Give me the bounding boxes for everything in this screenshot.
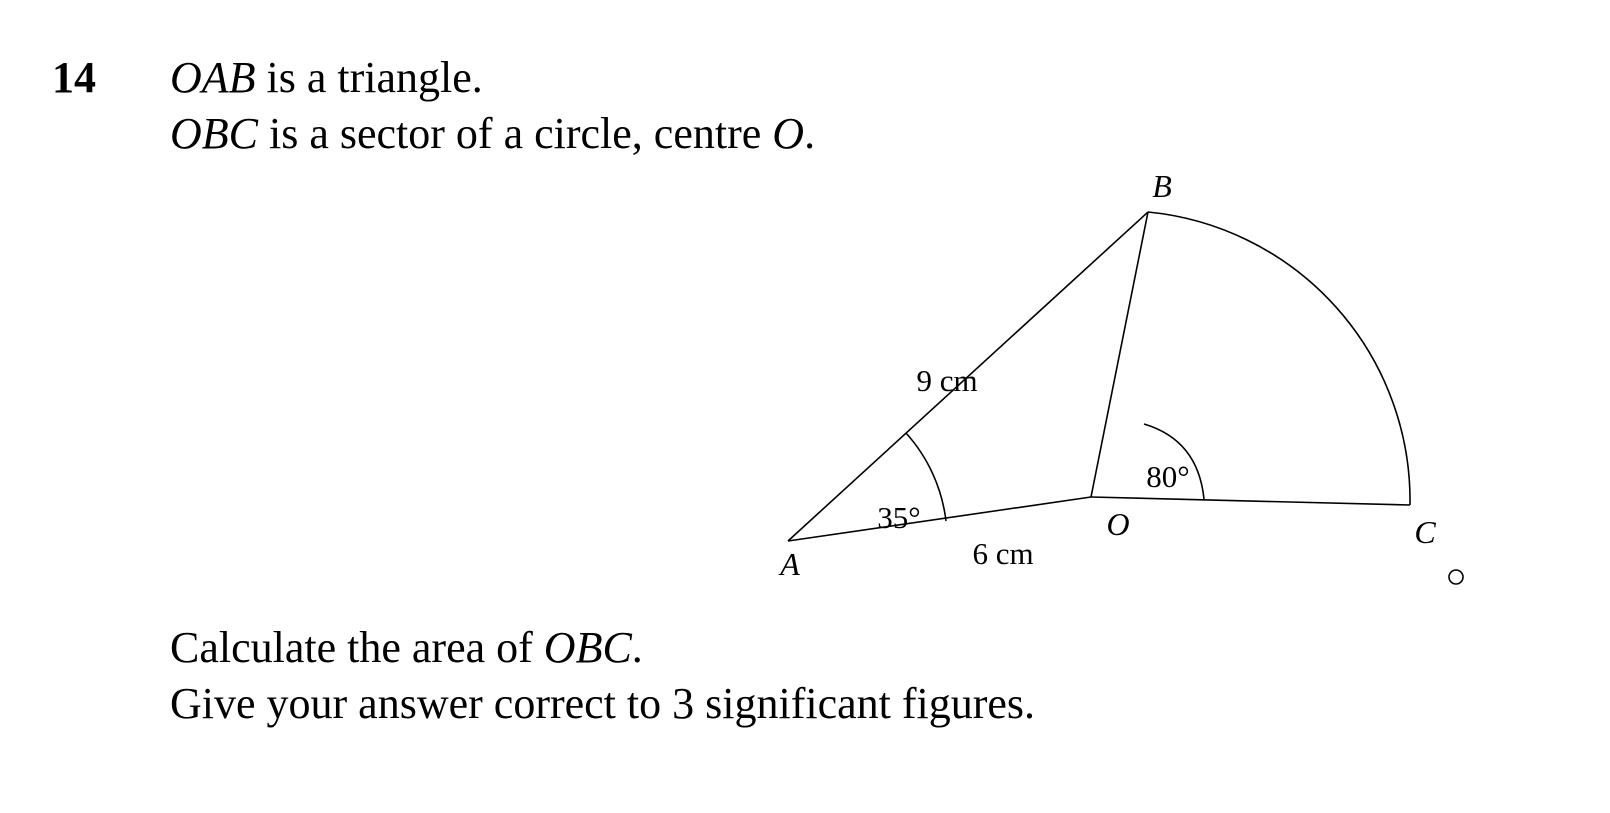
vertex-label-A: A <box>780 546 800 582</box>
small-circle-mark <box>1449 570 1463 584</box>
side-OC <box>1091 497 1410 505</box>
question-number: 14 <box>52 53 96 102</box>
triangle-name: OAB <box>170 53 256 102</box>
side-AO <box>788 497 1091 541</box>
side-OB <box>1091 212 1148 497</box>
centre-name: O <box>772 109 805 158</box>
question-line-4: Give your answer correct to 3 significant figures. <box>170 679 1036 728</box>
sector-name: OBC <box>170 109 258 158</box>
vertex-label-B: B <box>1152 168 1172 204</box>
line-3-text: Calculate the area of <box>170 623 544 672</box>
length-label-AB: 9 cm <box>916 363 978 398</box>
vertex-label-C: C <box>1414 514 1436 550</box>
line-2-text: is a sector of a circle, centre <box>258 109 773 158</box>
angle-label-O: 80° <box>1146 459 1190 494</box>
line-2-end: . <box>804 109 816 158</box>
length-label-AO: 6 cm <box>972 536 1034 571</box>
angle-label-A: 35° <box>877 500 921 535</box>
line-3-end: . <box>631 623 643 672</box>
question-line-3 <box>170 622 643 674</box>
area-target-name: OBC <box>543 623 632 672</box>
line-1-text: is a triangle. <box>255 53 483 102</box>
vertex-label-O: O <box>1106 506 1130 542</box>
